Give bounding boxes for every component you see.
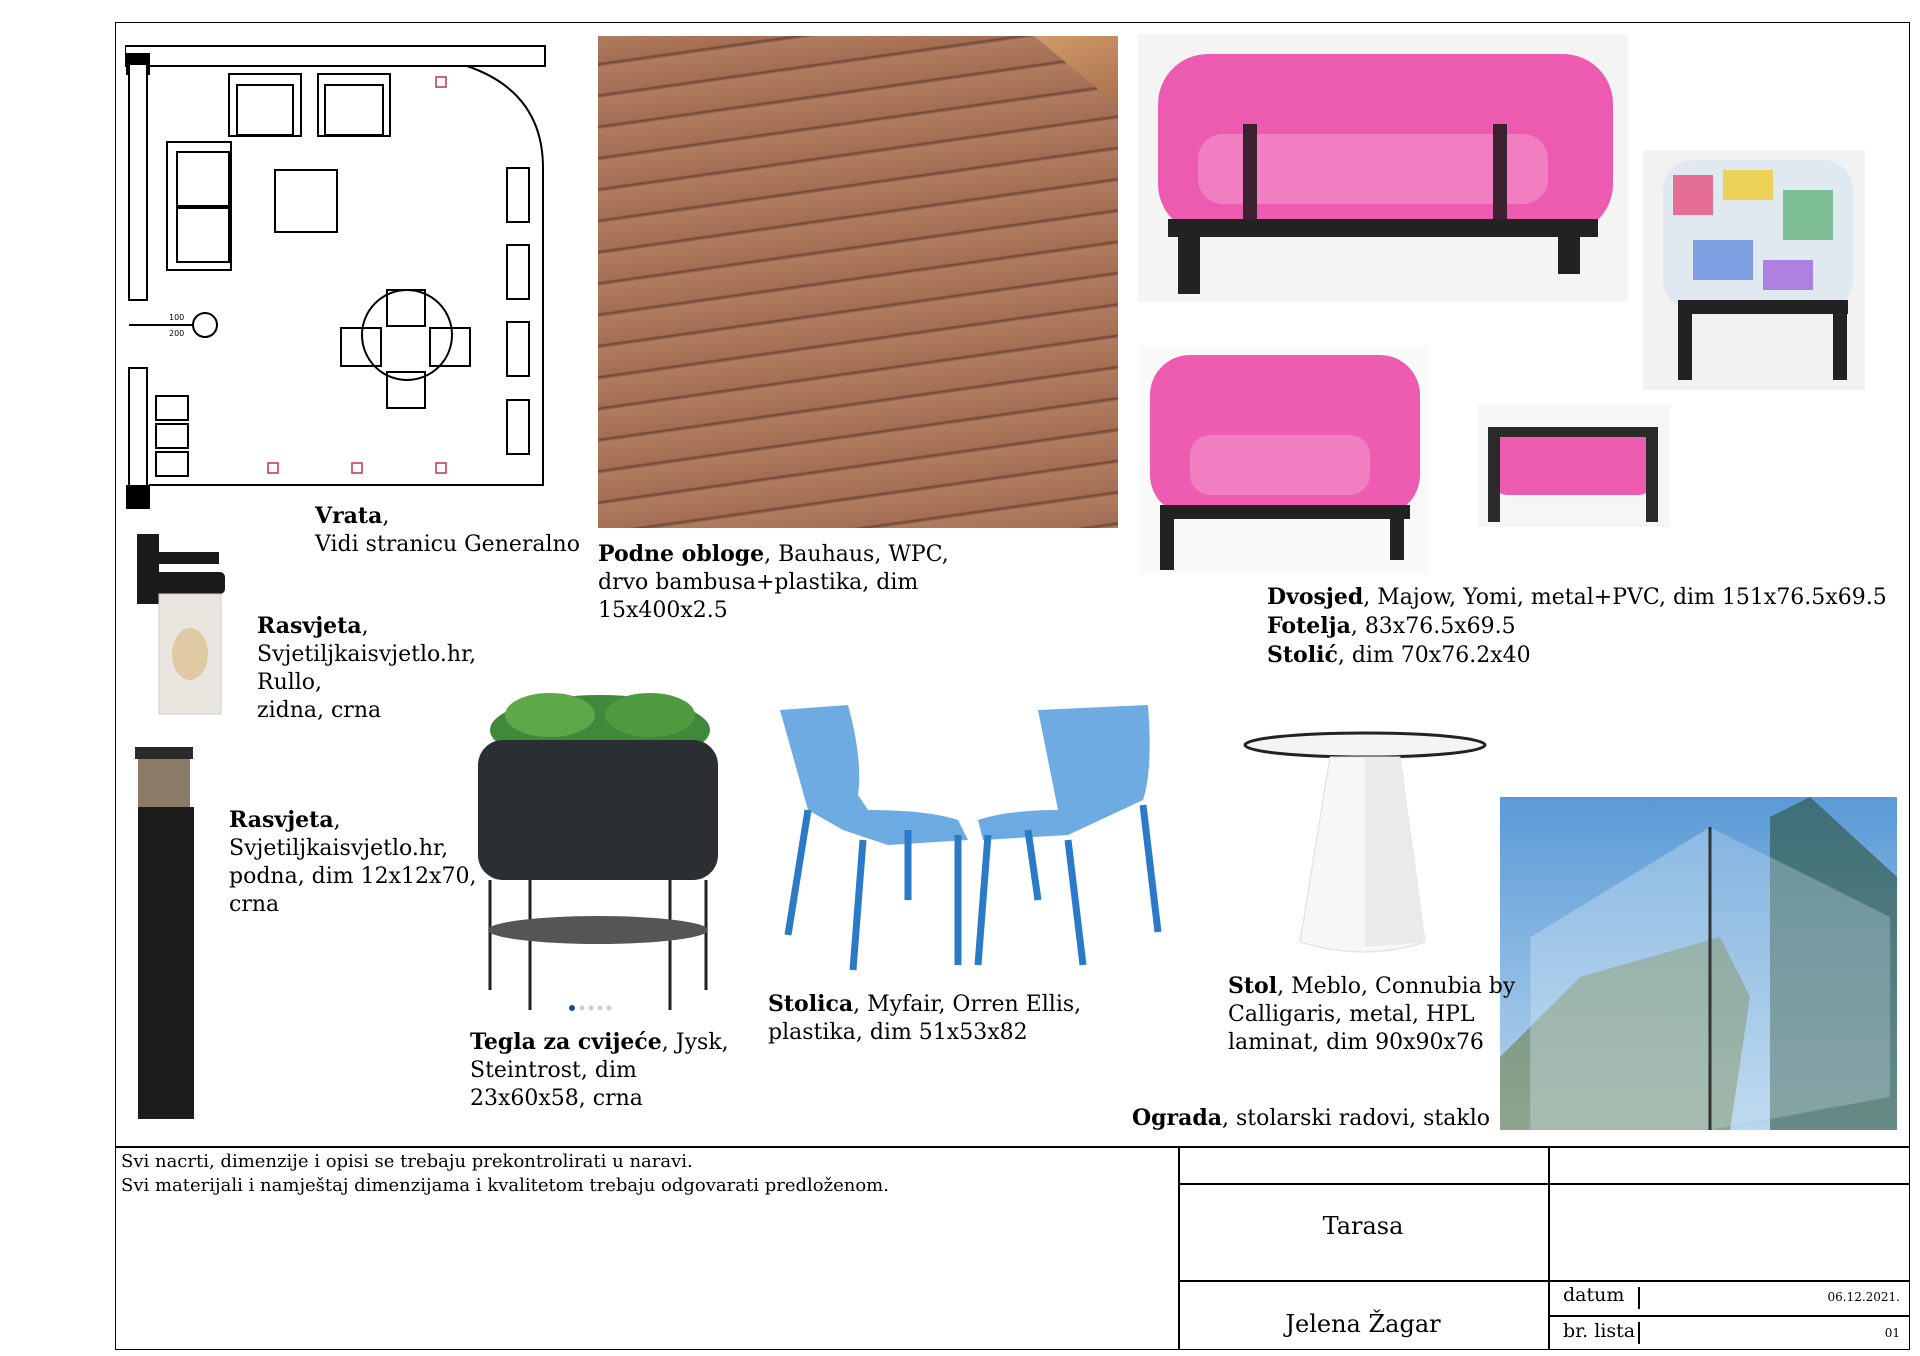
notes [121,1150,889,1198]
caption-rasvjeta1-line2: Rullo, [257,670,323,695]
date-value: 06.12.2021. [1827,1290,1900,1304]
caption-rasvjeta2-line2: podna, dim 12x12x70, [229,864,477,889]
caption-stolica-line2: plastika, dim 51x53x82 [768,1020,1028,1045]
caption-dvosjed-rest: , Majow, Yomi, metal+PVC, dim 151x76.5x69.5 [1363,585,1887,610]
caption-stolica-line1: Myfair, Orren Ellis, [867,992,1082,1017]
caption-tegla-line1: Jysk, [675,1030,729,1055]
date-label: datum [1563,1284,1625,1306]
caption-podne: Podne obloge, Bauhaus, WPC, drvo bambusa+plastika, dim 15x400x2.5 [598,541,949,623]
chairs-image [768,700,1168,975]
side-table-image [1478,405,1670,527]
caption-rasvjeta1-line1: Svjetiljkaisvjetlo.hr, [257,642,477,667]
sheet-value: 01 [1884,1326,1900,1340]
caption-fotelja-rest: , 83x76.5x69.5 [1350,614,1516,639]
caption-podne-line3: 15x400x2.5 [598,598,728,623]
caption-stolica-title: Stolica [768,991,854,1017]
planter-image [470,690,725,1020]
caption-podne-line1: Bauhaus, WPC, [778,542,949,567]
caption-tegla-line3: 23x60x58, crna [470,1086,643,1111]
table-image [1240,727,1495,962]
caption-rasvjeta-wall: Rasvjeta, Svjetiljkaisvjetlo.hr, Rullo, zidna, crna [257,613,477,723]
caption-ograda [1132,1104,1490,1133]
caption-stolic-rest: , dim 70x76.2x40 [1337,643,1531,668]
caption-podne-line2: drvo bambusa+plastika, dim [598,570,919,595]
caption-vrata-title: Vrata [315,503,383,529]
titleblock-hline-1 [1178,1183,1910,1185]
caption-ograda-rest: , stolarski radovi, staklo [1222,1106,1490,1131]
caption-fotelja-title: Fotelja [1267,613,1351,639]
caption-tegla: Tegla za cvijeće, Jysk, Steintrost, dim 23x60x58, crna [470,1029,729,1111]
caption-tegla-line2: Steintrost, dim [470,1058,637,1083]
sheet-label: br. lista [1563,1320,1636,1342]
caption-furniture [1267,583,1887,670]
titleblock-divider-v2 [1548,1146,1550,1350]
caption-vrata: Vrata, Vidi stranicu Generalno [315,503,580,557]
titleblock-hline-3 [1548,1315,1910,1317]
titleblock-hline-2 [1178,1280,1910,1282]
caption-stol: Stol, Meblo, Connubia by Calligaris, metal, HPL laminat, dim 90x90x76 [1228,973,1516,1055]
caption-stol-line3: laminat, dim 90x90x76 [1228,1030,1484,1055]
floor-lamp-image [130,745,200,1125]
author-name: Jelena Žagar [1285,1310,1441,1338]
caption-rasvjeta-floor: Rasvjeta, Svjetiljkaisvjetlo.hr, podna, dim 12x12x70, crna [229,807,477,917]
decking-image [598,36,1118,528]
caption-vrata-line1: Vidi stranicu Generalno [315,532,580,557]
date-sep [1638,1287,1640,1309]
caption-dvosjed-title: Dvosjed [1267,584,1364,610]
wall-lamp-image [135,532,235,722]
caption-rasvjeta2-line3: crna [229,892,280,917]
armchair-image [1140,345,1430,575]
project-title: Tarasa [1322,1212,1404,1240]
railing-image [1500,797,1897,1130]
caption-podne-title: Podne obloge [598,541,765,567]
graffiti-armchair-image [1643,150,1865,390]
caption-rasvjeta1-title: Rasvjeta [257,613,362,639]
caption-rasvjeta2-line1: Svjetiljkaisvjetlo.hr, [229,836,449,861]
caption-tegla-title: Tegla za cvijeće [470,1029,662,1055]
caption-stol-title: Stol [1228,973,1278,999]
caption-stolic-title: Stolić [1267,642,1338,668]
bottom-divider [115,1146,1910,1148]
sofa-image [1138,34,1628,302]
caption-stol-line2: Calligaris, metal, HPL [1228,1002,1475,1027]
caption-rasvjeta1-line3: zidna, crna [257,698,382,723]
caption-stolica: Stolica, Myfair, Orren Ellis, plastika, dim 51x53x82 [768,991,1082,1045]
note-line-2: Svi materijali i namještaj dimenzijama i kvalitetom trebaju odgovarati predloženom. [121,1175,889,1196]
note-line-1: Svi nacrti, dimenzije i opisi se trebaju prekontrolirati u naravi. [121,1151,693,1172]
floor-plan [125,40,555,520]
plan-dim-top: 100 [169,313,185,322]
sheet-sep [1638,1322,1640,1344]
caption-rasvjeta2-title: Rasvjeta [229,807,334,833]
caption-stol-line1: Meblo, Connubia by [1291,974,1516,999]
caption-ograda-title: Ograda [1132,1105,1223,1131]
plan-dim-bottom: 200 [169,329,185,338]
